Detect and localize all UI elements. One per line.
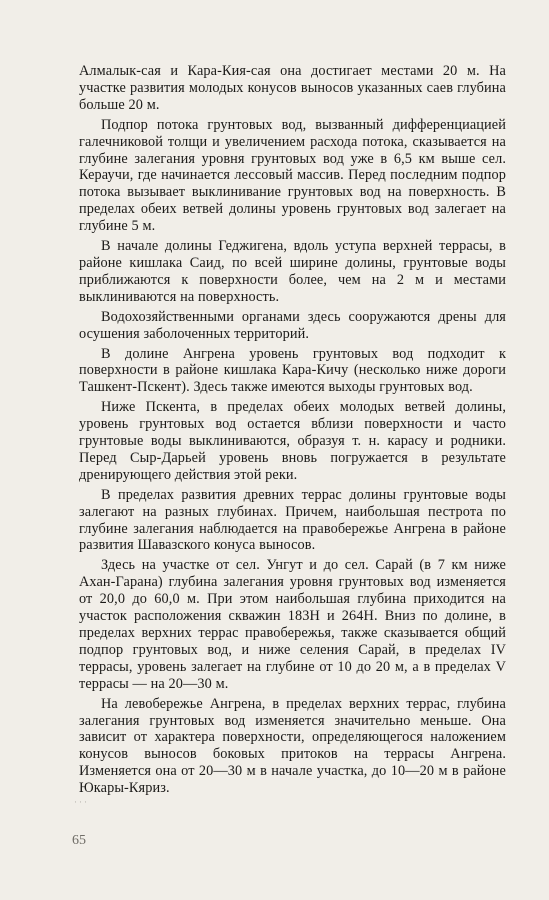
- paragraph: В долине Ангрена уровень грунтовых вод подходит к поверхности в районе кишлака Кара-Кичу (несколько ниже дороги Ташкент-Пскент). Здесь также имеются выходы грунтовых вод.: [79, 345, 506, 396]
- paragraph: Здесь на участке от сел. Унгут и до сел. Сарай (в 7 км ниже Ахан-Гарана) глубина залегания уровня грунтовых вод изменяется от 20,0 до 60,0 м. При этом наибольшая глубина приходится на участок расположения скважин 183Н и 264Н. Вниз по долине, в пределах верхних террас правобережья, также сказывается общий подпор грунтовых вод, и ниже селения Сарай, в пределах IV террасы, уровень залегает на глубине от 10 до 20 м, а в пределах V террасы — на 20—30 м.: [79, 557, 506, 692]
- paragraph: На левобережье Ангрена, в пределах верхних террас, глубина залегания грунтовых вод изменяется значительно меньше. Она зависит от характера поверхности, определяющегося наложением конусов выносов боковых притоков на террасы Ангрена. Изменяется она от 20—30 м в начале участка, до 10—20 м в районе Юкары-Кяриз.: [79, 695, 506, 797]
- paragraph: Ниже Пскента, в пределах обеих молодых ветвей долины, уровень грунтовых вод остается вблизи поверхности и часто грунтовые воды выклиниваются, образуя т. н. карасу и родники. Перед Сыр-Дарьей уровень вновь погружается в результате дренирующего действия этой реки.: [79, 399, 506, 483]
- paragraph: В начале долины Геджигена, вдоль уступа верхней террасы, в районе кишлака Саид, по всей ширине долины, грунтовые воды приближаются к поверхности более, чем на 2 м и местами выклиниваются на поверхность.: [79, 238, 506, 305]
- paragraph: В пределах развития древних террас долины грунтовые воды залегают на разных глубинах. Причем, наибольшая пестрота по глубине залегания наблюдается на правобережье Ангрена в районе развития Шавазского конуса выносов.: [79, 486, 506, 554]
- paragraph: Водохозяйственными органами здесь сооружаются дрены для осушения заболоченных территорий.: [79, 308, 506, 342]
- body-text: [79, 63, 506, 800]
- scan-smudge-mark: ···: [74, 797, 89, 807]
- paragraph: Подпор потока грунтовых вод, вызванный дифференциацией галечниковой толщи и увеличением расхода потока, сказывается на глубине залегания уровня грунтовых вод уже в 6,5 км выше сел. Кераучи, где начинается лессовый массив. Перед последним подпор потока вызывает выклинивание грунтовых вод на поверхность. В пределах обеих ветвей долины уровень грунтовых вод залегает на глубине 5 м.: [79, 116, 506, 235]
- page-number: 65: [72, 833, 86, 848]
- paragraph: Алмалык-сая и Кара-Кия-сая она достигает местами 20 м. На участке развития молодых конусов выносов указанных саев глубина больше 20 м.: [79, 63, 506, 113]
